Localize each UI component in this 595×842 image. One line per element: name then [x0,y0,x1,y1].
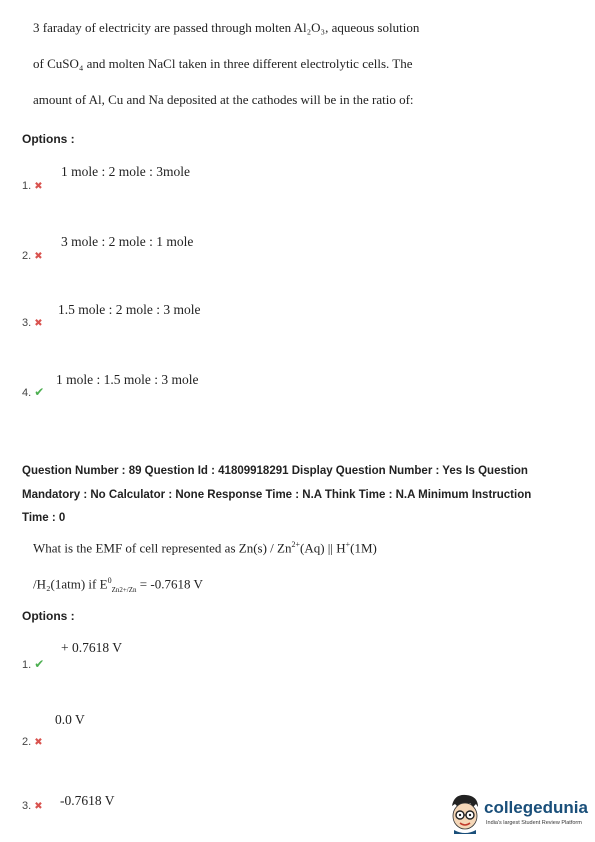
wrong-icon: ✖ [34,318,43,329]
option-2-text: 0.0 V [55,712,85,727]
option-3-number: 3. ✖ [22,317,43,329]
question-text-line-1: 3 faraday of electricity are passed through molten Al₂O₃, aqueous solution [33,20,420,35]
correct-check-icon: ✔ [34,657,45,671]
option-4-text: 1 mole : 1.5 mole : 3 mole [56,372,199,387]
option-1-text: + 0.7618 V [61,640,122,655]
question-meta-line-1: Question Number : 89 Question Id : 41809918291 Display Question Number : Yes Is Question [22,465,528,477]
question-text-line-1: What is the EMF of cell represented as $Zn(s) / Zn^{2+}(Aq)$ || H+(1M) [33,540,377,556]
option-2-text: 3 mole : 2 mole : 1 mole [61,234,194,249]
option-3-number: 3. ✖ [22,800,43,812]
logo-tagline: India's largest Student Review Platform [486,820,582,826]
wrong-icon: ✖ [34,181,43,192]
correct-check-icon: ✔ [34,385,45,399]
question-text-line-2: /H₂(1atm) if $E^0_{Zn2+/Zn} = -0.7618$ V [33,576,203,594]
collegedunia-logo [446,790,591,838]
option-3-text: -0.7618 V [60,793,115,808]
question-text-line-3: amount of Al, Cu and Na deposited at the cathodes will be in the ratio of: [33,92,414,107]
question-meta-line-2: Mandatory : No Calculator : None Response Time : N.A Think Time : N.A Minimum Instruction [22,489,532,501]
wrong-icon: ✖ [34,251,43,262]
option-3-text: 1.5 mole : 2 mole : 3 mole [58,302,201,317]
option-1-number: 1. ✖ [22,180,43,192]
options-label: Options : [22,609,75,623]
options-label: Options : [22,132,75,146]
logo-wordmark: collegedunia [484,798,588,817]
question-meta-line-3: Time : 0 [22,512,66,524]
option-1-number: 1. ✔ [22,657,45,671]
mascot-icon [446,792,484,834]
option-4-number: 4. ✔ [22,385,45,399]
option-2-number: 2. ✖ [22,250,43,262]
wrong-icon: ✖ [34,801,43,812]
option-2-number: 2. ✖ [22,736,43,748]
question-text-line-2: of CuSO₄ and molten NaCl taken in three different electrolytic cells. The [33,56,413,71]
option-1-text: 1 mole : 2 mole : 3mole [61,164,190,179]
wrong-icon: ✖ [34,737,43,748]
